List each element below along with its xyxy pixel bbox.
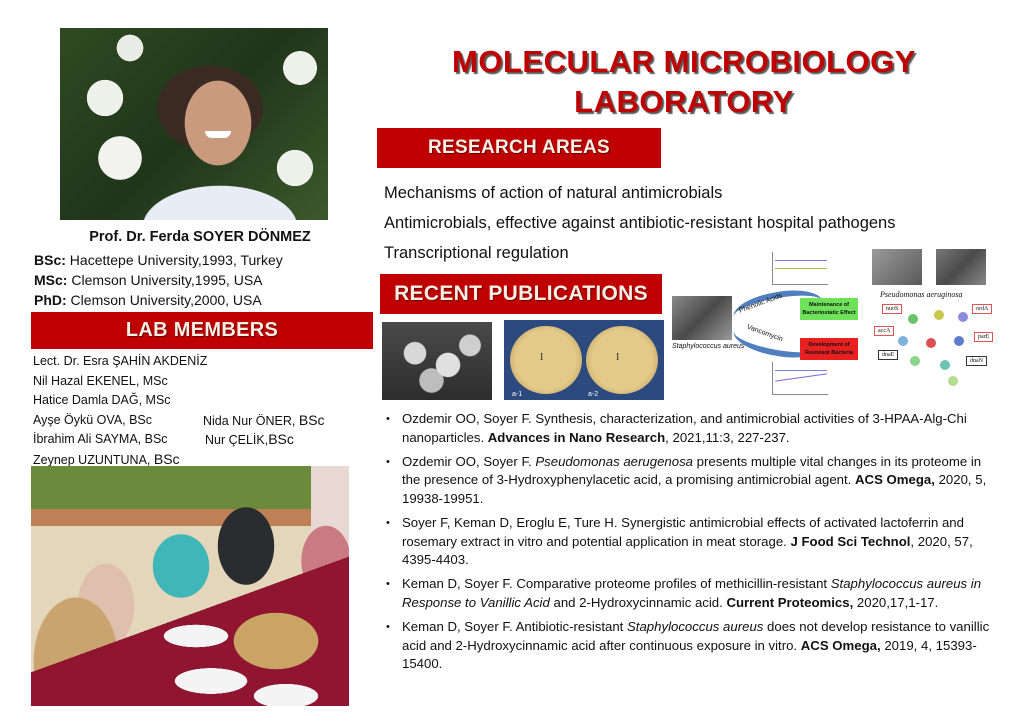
gene-label: dnaE — [878, 350, 898, 360]
pub-details: 2020, 5, 19938-19951. — [402, 472, 987, 506]
degree-msc — [34, 272, 263, 288]
publication-item — [384, 618, 994, 674]
pub-title: presents multiple vital changes in its proteome in the presence of 3-Hydroxyphenylacetic acid, a promising antimicrobial agent. — [402, 453, 982, 488]
chart-line — [775, 268, 827, 269]
pub-authors: Ozdemir OO, Soyer F. — [402, 453, 536, 469]
title-line-1: MOLECULAR MICROBIOLOGY — [452, 44, 916, 79]
publication-item — [384, 514, 994, 570]
research-area: Mechanisms of action of natural antimicrobials — [384, 184, 723, 202]
outcome-box-red: Development of Resistant Bacteria — [800, 338, 858, 360]
professor-name: Prof. Dr. Ferda SOYER DÖNMEZ — [89, 229, 311, 245]
research-area: Transcriptional regulation — [384, 244, 569, 262]
staph-caption: Staphylococcus aureus — [672, 343, 745, 350]
member-name-2 — [205, 430, 294, 450]
pub-details: 2020,17,1-17. — [853, 594, 939, 610]
publication-item — [384, 575, 994, 612]
plate-label: a-1 — [512, 391, 523, 398]
agar-plate: I — [510, 326, 582, 394]
network-node — [908, 314, 918, 324]
network-node — [910, 356, 920, 366]
pa-caption: Pseudomonas aeruginosa — [880, 290, 963, 299]
member-degree: BSc — [153, 450, 180, 467]
photo-detail — [205, 131, 231, 138]
member-degree: BSc — [268, 431, 294, 447]
degree-label: MSc: — [34, 272, 68, 288]
network-node — [958, 312, 968, 322]
plate-label: a-2 — [588, 391, 599, 398]
pub-species: Staphylococcus aureus in Response to Vanillic Acid — [402, 576, 982, 610]
recent-publications-heading: RECENT PUBLICATIONS — [380, 274, 662, 314]
staph-sem-image — [672, 296, 732, 340]
network-node — [954, 336, 964, 346]
pub-details: , 2020, 57, 4395-4403. — [402, 533, 973, 568]
member-name: Lect. Dr. Esra ŞAHİN AKDENİZ — [33, 354, 208, 368]
lab-members-heading: LAB MEMBERS — [31, 312, 373, 349]
group-photo — [31, 466, 349, 706]
degree-bsc — [34, 252, 283, 268]
member-name-text: Nida Nur ÖNER, — [203, 413, 299, 428]
gene-label: nuoS — [882, 304, 902, 314]
member-name: İbrahim Ali SAYMA, BSc — [33, 432, 168, 446]
degree-label: BSc: — [34, 252, 66, 268]
pa-sem-image — [936, 249, 986, 285]
member-row — [33, 430, 294, 450]
pub-title: and 2-Hydroxycinnamic acid. — [549, 594, 727, 610]
gene-label: ordA — [972, 304, 992, 314]
member-name: Zeynep UZUNTUNA, — [33, 452, 154, 467]
member-name: Nil Hazal EKENEL, MSc — [33, 373, 168, 388]
network-node — [898, 336, 908, 346]
network-node — [948, 376, 958, 386]
chart-line — [775, 370, 827, 371]
pub-details: , 2021,11:3, 227-237. — [665, 429, 790, 445]
agar-plate: I — [586, 326, 658, 394]
research-areas-heading: RESEARCH AREAS — [377, 128, 661, 168]
degree-value: Clemson University,2000, USA — [66, 292, 262, 308]
network-node — [940, 360, 950, 370]
member-row — [33, 352, 207, 372]
pub-authors-title: Soyer F, Keman D, Eroglu E, Ture H. Synergistic antimicrobial effects of activated lactoferrin and rosemary extract in vitro and potential application in meat storage. — [402, 515, 964, 549]
pa-sem-image — [872, 249, 922, 285]
protein-network — [878, 300, 996, 386]
chart-line — [775, 260, 827, 261]
gene-label: accA — [874, 326, 894, 336]
mini-line-chart — [772, 362, 828, 395]
publication-item — [384, 410, 994, 447]
degree-phd — [34, 292, 262, 308]
pub-journal: ACS Omega, — [855, 472, 935, 488]
profile-photo — [60, 28, 328, 220]
member-name: Ayşe Öykü OVA, BSc — [33, 412, 153, 427]
publications-list — [384, 410, 994, 679]
pub-details: 2019, 4, 15393-15400. — [402, 637, 977, 672]
member-name: Hatice Damla DAĞ, MSc — [33, 393, 171, 407]
member-row — [33, 372, 207, 392]
pub-journal: J Food Sci Technol — [790, 533, 911, 549]
pub-journal: ACS Omega, — [800, 637, 881, 653]
lab-members-list — [33, 352, 325, 469]
member-row — [33, 391, 207, 411]
publication-item — [384, 453, 994, 509]
mini-line-chart — [772, 252, 828, 285]
outcome-box-green: Maintenance of Bacteriostatic Effect — [800, 298, 858, 320]
pub-species: Staphylococcus aureus — [627, 619, 764, 635]
gene-label: parE — [974, 332, 993, 342]
page-title — [380, 42, 988, 122]
gene-label: dnaN — [966, 356, 987, 366]
title-line-2: LABORATORY — [574, 84, 794, 119]
degree-label: PhD: — [34, 292, 67, 308]
member-name-2 — [203, 411, 325, 431]
degree-value: Clemson University,1995, USA — [67, 272, 263, 288]
pub-authors: Keman D, Soyer F. Comparative proteome profiles of methicillin-resistant — [402, 576, 831, 592]
pub-journal: Advances in Nano Research — [487, 429, 666, 445]
pub-authors-title: Ozdemir OO, Soyer F. Synthesis, characterization, and antimicrobial activities of 3-HPAA-Alg-Chi nanoparticles. — [402, 411, 967, 445]
chart-line — [775, 373, 827, 381]
pub-species: Pseudomonas aerugenosa — [535, 453, 694, 469]
arrow-label-phenolic: Phenolic Acids — [738, 292, 784, 315]
arrow-label-vancomycin: Vancomycin — [745, 323, 784, 344]
member-degree: BSc — [298, 411, 325, 428]
degree-value: Hacettepe University,1993, Turkey — [65, 252, 283, 268]
sem-nanoparticle-image — [382, 322, 492, 400]
pub-journal: Current Proteomics, — [726, 594, 854, 610]
member-name-text: Nur ÇELİK, — [205, 433, 269, 447]
member-row — [33, 411, 325, 431]
pub-title: does not develop resistance to vanillic acid and 2-Hydroxycinnamic acid after continuous exposure in vitro. — [402, 619, 990, 653]
network-node — [926, 338, 936, 348]
pub-authors: Keman D, Soyer F. Antibiotic-resistant — [402, 619, 628, 635]
research-area: Antimicrobials, effective against antibiotic-resistant hospital pathogens — [384, 214, 896, 232]
agar-plates-image — [504, 320, 664, 400]
network-node — [934, 310, 944, 320]
